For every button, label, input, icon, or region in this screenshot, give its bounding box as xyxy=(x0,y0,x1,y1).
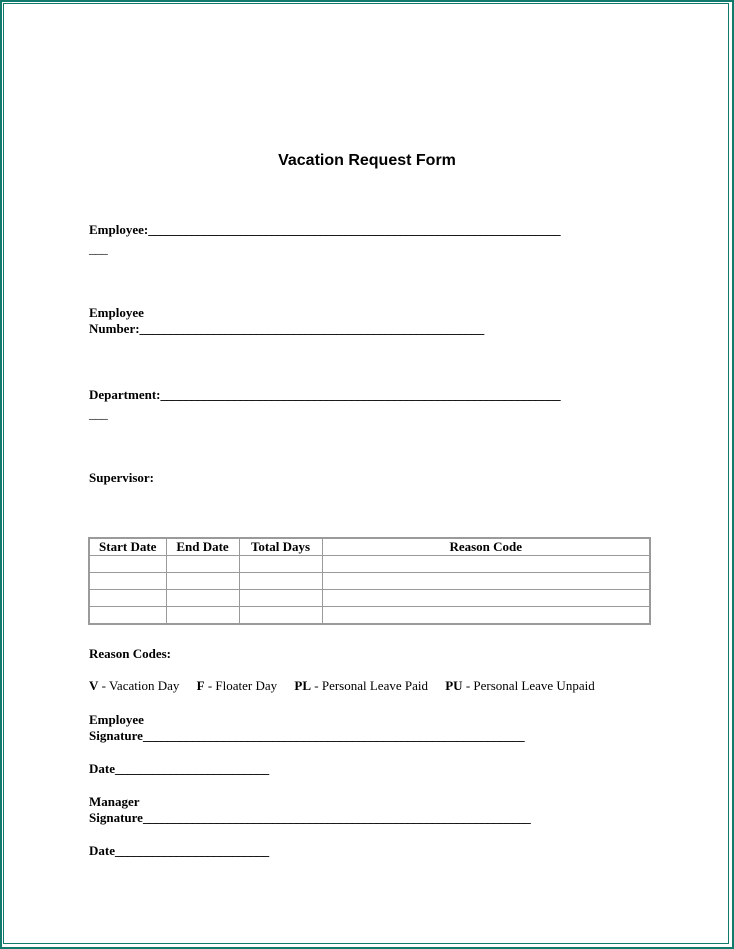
employee-signature-label-1: Employee xyxy=(89,712,144,727)
code-f: F xyxy=(196,678,205,693)
table-row xyxy=(89,590,650,607)
date-line-2[interactable]: _________________________ xyxy=(115,843,269,858)
table-row xyxy=(89,607,650,625)
employee-number-line[interactable]: ________________________________________________________ xyxy=(139,321,484,336)
employee-field[interactable] xyxy=(89,222,560,238)
header-start-date: Start Date xyxy=(89,538,166,556)
cell-reason-code[interactable] xyxy=(322,590,650,607)
employee-signature-field[interactable] xyxy=(89,728,524,744)
cell-end-date[interactable] xyxy=(166,556,239,573)
date-field[interactable] xyxy=(89,761,269,777)
employee-line[interactable]: ___________________________________________________________________ xyxy=(148,222,561,237)
employee-signature-line[interactable]: ______________________________________________________________ xyxy=(142,728,525,743)
table-row xyxy=(89,556,650,573)
employee-number-label-1: Employee xyxy=(89,305,144,320)
code-pl-desc: - Personal Leave Paid xyxy=(311,678,428,693)
table-header-row xyxy=(89,538,650,556)
employee-signature-label: Signature xyxy=(89,728,143,743)
cell-reason-code[interactable] xyxy=(322,556,650,573)
department-label: Department: xyxy=(89,387,161,402)
manager-signature-field[interactable] xyxy=(89,810,530,826)
code-pu: PU xyxy=(445,678,463,693)
department-field[interactable] xyxy=(89,387,560,403)
cell-reason-code[interactable] xyxy=(322,607,650,625)
cell-end-date[interactable] xyxy=(166,607,239,625)
manager-signature-line[interactable]: _______________________________________________________________ xyxy=(142,810,531,825)
cell-start-date[interactable] xyxy=(89,573,166,590)
cell-total-days[interactable] xyxy=(239,607,322,625)
cell-start-date[interactable] xyxy=(89,607,166,625)
table-row xyxy=(89,573,650,590)
cell-start-date[interactable] xyxy=(89,590,166,607)
form-title: Vacation Request Form xyxy=(278,152,456,169)
code-pu-desc: - Personal Leave Unpaid xyxy=(462,678,595,693)
date-field-2[interactable] xyxy=(89,843,269,859)
cell-total-days[interactable] xyxy=(239,556,322,573)
header-total-days: Total Days xyxy=(239,538,322,556)
supervisor-label: Supervisor: xyxy=(89,470,154,485)
code-pl: PL xyxy=(294,678,312,693)
vacation-table xyxy=(88,537,651,625)
cell-end-date[interactable] xyxy=(166,573,239,590)
employee-number-label: Number: xyxy=(89,321,140,336)
employee-label: Employee: xyxy=(89,222,149,237)
department-line-cont: ___ xyxy=(89,406,108,421)
cell-total-days[interactable] xyxy=(239,590,322,607)
header-reason-code: Reason Code xyxy=(322,538,650,556)
employee-number-field[interactable] xyxy=(89,321,484,337)
reason-codes-label: Reason Codes: xyxy=(89,646,171,661)
cell-start-date[interactable] xyxy=(89,556,166,573)
manager-signature-label-1: Manager xyxy=(89,794,140,809)
cell-reason-code[interactable] xyxy=(322,573,650,590)
employee-line-cont: ___ xyxy=(89,241,108,256)
cell-end-date[interactable] xyxy=(166,590,239,607)
reason-codes-legend xyxy=(89,678,595,694)
department-line[interactable]: _________________________________________________________________ xyxy=(160,387,561,402)
manager-signature-label: Signature xyxy=(89,810,143,825)
date-label-2: Date xyxy=(89,843,115,858)
cell-total-days[interactable] xyxy=(239,573,322,590)
date-line[interactable]: _________________________ xyxy=(115,761,269,776)
header-end-date: End Date xyxy=(166,538,239,556)
date-label: Date xyxy=(89,761,115,776)
code-f-desc: - Floater Day xyxy=(204,678,278,693)
code-v-desc: - Vacation Day xyxy=(98,678,180,693)
code-v: V xyxy=(89,678,99,693)
